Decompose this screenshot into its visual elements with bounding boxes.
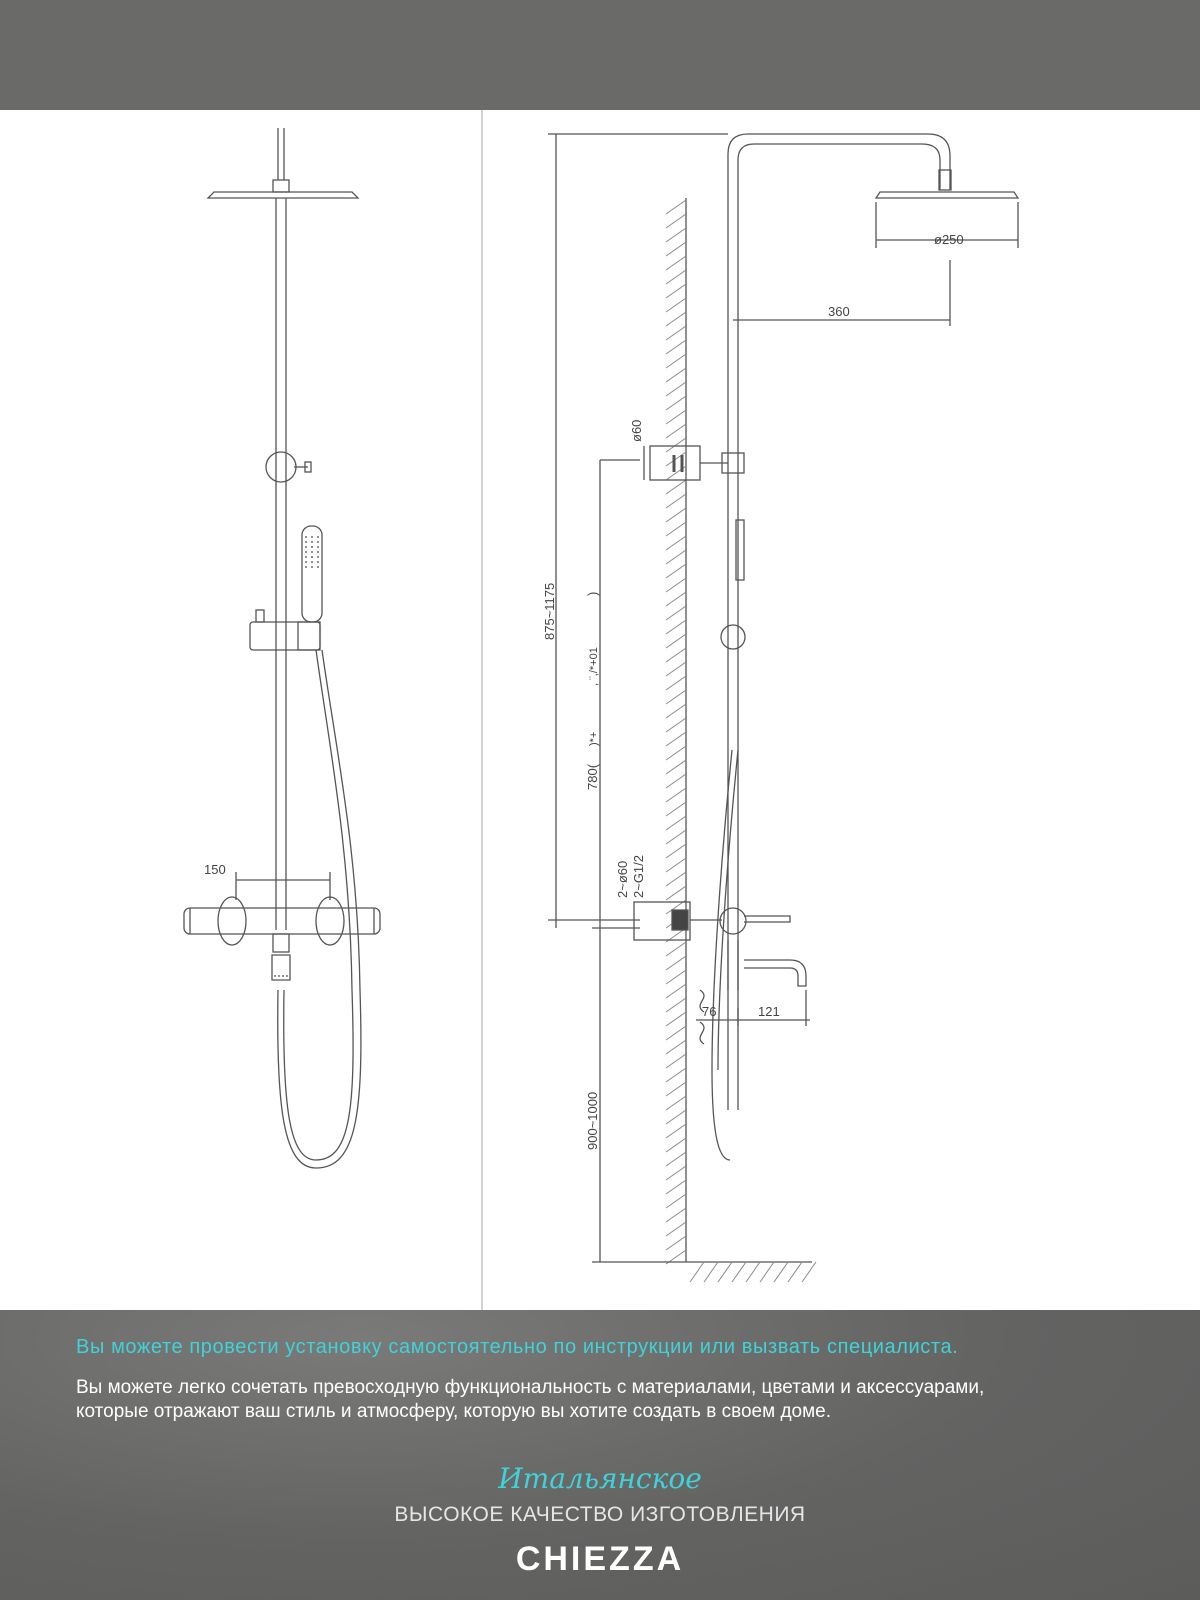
front-shower-head <box>208 192 358 198</box>
wall-hatch-stroke <box>666 410 686 424</box>
front-hose <box>284 650 353 1160</box>
wall-hatch-stroke <box>666 1012 686 1026</box>
floor-hatch-stroke <box>704 1262 718 1282</box>
wall-hatch-stroke <box>666 802 686 816</box>
wall-hatch-stroke <box>666 1082 686 1096</box>
floor-hatch-stroke <box>746 1262 760 1282</box>
wall-hatch-stroke <box>666 1194 686 1208</box>
floor-hatch-stroke <box>718 1262 732 1282</box>
description-line-1: Вы можете легко сочетать превосходную функциональность с материалами, цветами и аксессуарами, <box>76 1377 985 1398</box>
wall-hatch-stroke <box>666 298 686 312</box>
wall-hatch-stroke <box>666 550 686 564</box>
wall-hatch-stroke <box>666 368 686 382</box>
label-spout-length: 121 <box>758 1004 780 1019</box>
wall-hatch-stroke <box>666 970 686 984</box>
front-hand-shower <box>302 526 322 622</box>
wall-hatch-stroke <box>666 1110 686 1124</box>
label-mixer-to-holder: 780( <box>585 763 600 790</box>
wall-hatch-stroke <box>666 1040 686 1054</box>
wall-hatch-stroke <box>666 942 686 956</box>
wall-hatch-stroke <box>666 396 686 410</box>
floor-hatch-stroke <box>774 1262 788 1282</box>
wall-hatch-stroke <box>666 200 686 214</box>
floor-hatch-stroke <box>760 1262 774 1282</box>
wall-hatch-stroke <box>666 592 686 606</box>
wall-hatch-stroke <box>666 816 686 830</box>
wall-hatch-stroke <box>666 564 686 578</box>
side-view <box>548 134 1018 1282</box>
wall-hatch-stroke <box>666 256 686 270</box>
label-total-height: 875~1175 <box>542 582 557 640</box>
floor-hatch-stroke <box>802 1262 816 1282</box>
label-garbled-a: )*+ <box>588 731 600 746</box>
wall-hatch-stroke <box>666 662 686 676</box>
wall-hatch-stroke <box>666 242 686 256</box>
wall-hatch-stroke <box>666 354 686 368</box>
wall-hatch-stroke <box>666 886 686 900</box>
italian-script-word: Итальянское <box>498 1462 702 1495</box>
wall-hatch-stroke <box>666 480 686 494</box>
label-valve-spacing: 150 <box>204 862 226 877</box>
floor-hatch-stroke <box>690 1262 704 1282</box>
side-shower-head <box>876 192 1018 198</box>
wall-hatch-stroke <box>666 382 686 396</box>
wall-hatch-stroke <box>666 830 686 844</box>
wall-hatch-stroke <box>666 1152 686 1166</box>
wall-hatch-stroke <box>666 984 686 998</box>
label-arm-reach: 360 <box>828 304 850 319</box>
wall-hatch-stroke <box>666 214 686 228</box>
side-slider <box>721 625 745 649</box>
description-text <box>76 1376 1176 1424</box>
wall-hatch-stroke <box>666 1096 686 1110</box>
wall-hatch-stroke <box>666 690 686 704</box>
wall-hatch-stroke <box>666 872 686 886</box>
wall-hatch-stroke <box>666 1208 686 1222</box>
wall-hatch-stroke <box>666 536 686 550</box>
wall-hatch-stroke <box>666 270 686 284</box>
label-inlet-thread: 2~G1/2 <box>631 854 646 898</box>
wall-hatch-stroke <box>666 1138 686 1152</box>
wall-hatch-stroke <box>666 760 686 774</box>
wall-hatch-stroke <box>666 340 686 354</box>
wall-hatch-stroke <box>666 1236 686 1250</box>
quality-tagline: ВЫСОКОЕ КАЧЕСТВО ИЗГОТОВЛЕНИЯ <box>394 1503 806 1526</box>
wall-hatch-stroke <box>666 1054 686 1068</box>
wall-hatch-stroke <box>666 494 686 508</box>
side-spout <box>744 960 806 986</box>
label-holder-diameter: ø60 <box>629 419 644 442</box>
label-head-diameter: ø250 <box>934 232 964 247</box>
side-riser-arm <box>728 134 950 1110</box>
wall-hatch-stroke <box>666 284 686 298</box>
wall-hatch-stroke <box>666 788 686 802</box>
label-garbled-b: , ¨,/*+01 <box>588 647 600 686</box>
wall-hatch-stroke <box>666 228 686 242</box>
wall-hatch-stroke <box>666 732 686 746</box>
description-line-2: которые отражают ваш стиль и атмосферу, которую вы хотите создать в своем доме. <box>76 1401 831 1422</box>
label-floor-height: 900~1000 <box>585 1091 600 1150</box>
label-wall-offset: 76 <box>702 1004 717 1019</box>
wall-hatch-stroke <box>666 1068 686 1082</box>
floor-hatch-stroke <box>788 1262 802 1282</box>
technical-drawing <box>0 110 1200 1310</box>
wall-hatch-stroke <box>666 746 686 760</box>
wall-hatch-stroke <box>666 578 686 592</box>
wall-hatch-stroke <box>666 998 686 1012</box>
wall-hatch-stroke <box>666 774 686 788</box>
wall-hatch-stroke <box>666 858 686 872</box>
wall-hatch-stroke <box>666 312 686 326</box>
wall-hatch-stroke <box>666 508 686 522</box>
wall-hatch-stroke <box>666 718 686 732</box>
wall-hatch-stroke <box>666 1026 686 1040</box>
front-view <box>184 128 380 1168</box>
wall-hatch-stroke <box>666 844 686 858</box>
brand-logo: CHIEZZA <box>515 1540 685 1578</box>
label-suffix: ) <box>585 591 600 596</box>
wall-hatch-stroke <box>666 704 686 718</box>
floor-hatch-stroke <box>732 1262 746 1282</box>
wall-hatch-stroke <box>666 606 686 620</box>
wall-hatch-stroke <box>666 648 686 662</box>
wall-hatch-stroke <box>666 1124 686 1138</box>
wall-hatch-stroke <box>666 956 686 970</box>
wall-hatch-stroke <box>666 1166 686 1180</box>
wall-hatch-stroke <box>666 620 686 634</box>
wall-hatch-stroke <box>666 676 686 690</box>
wall-hatch-stroke <box>666 424 686 438</box>
label-inlets: 2~ø60 <box>615 860 630 898</box>
wall-hatching <box>666 200 686 1264</box>
wall-hatch-stroke <box>666 438 686 452</box>
install-cta-text: Вы можете провести установку самостоятельно по инструкции или вызвать специалиста. <box>76 1336 959 1358</box>
front-slider <box>250 622 320 650</box>
wall-hatch-stroke <box>666 634 686 648</box>
drawing-svg <box>0 110 1200 1310</box>
top-band <box>0 0 1200 110</box>
wall-hatch-stroke <box>666 522 686 536</box>
wall-hatch-stroke <box>666 1180 686 1194</box>
front-wall-holder <box>266 452 296 482</box>
wall-hatch-stroke <box>666 1222 686 1236</box>
side-hand-shower <box>736 520 744 580</box>
wall-hatch-stroke <box>666 326 686 340</box>
